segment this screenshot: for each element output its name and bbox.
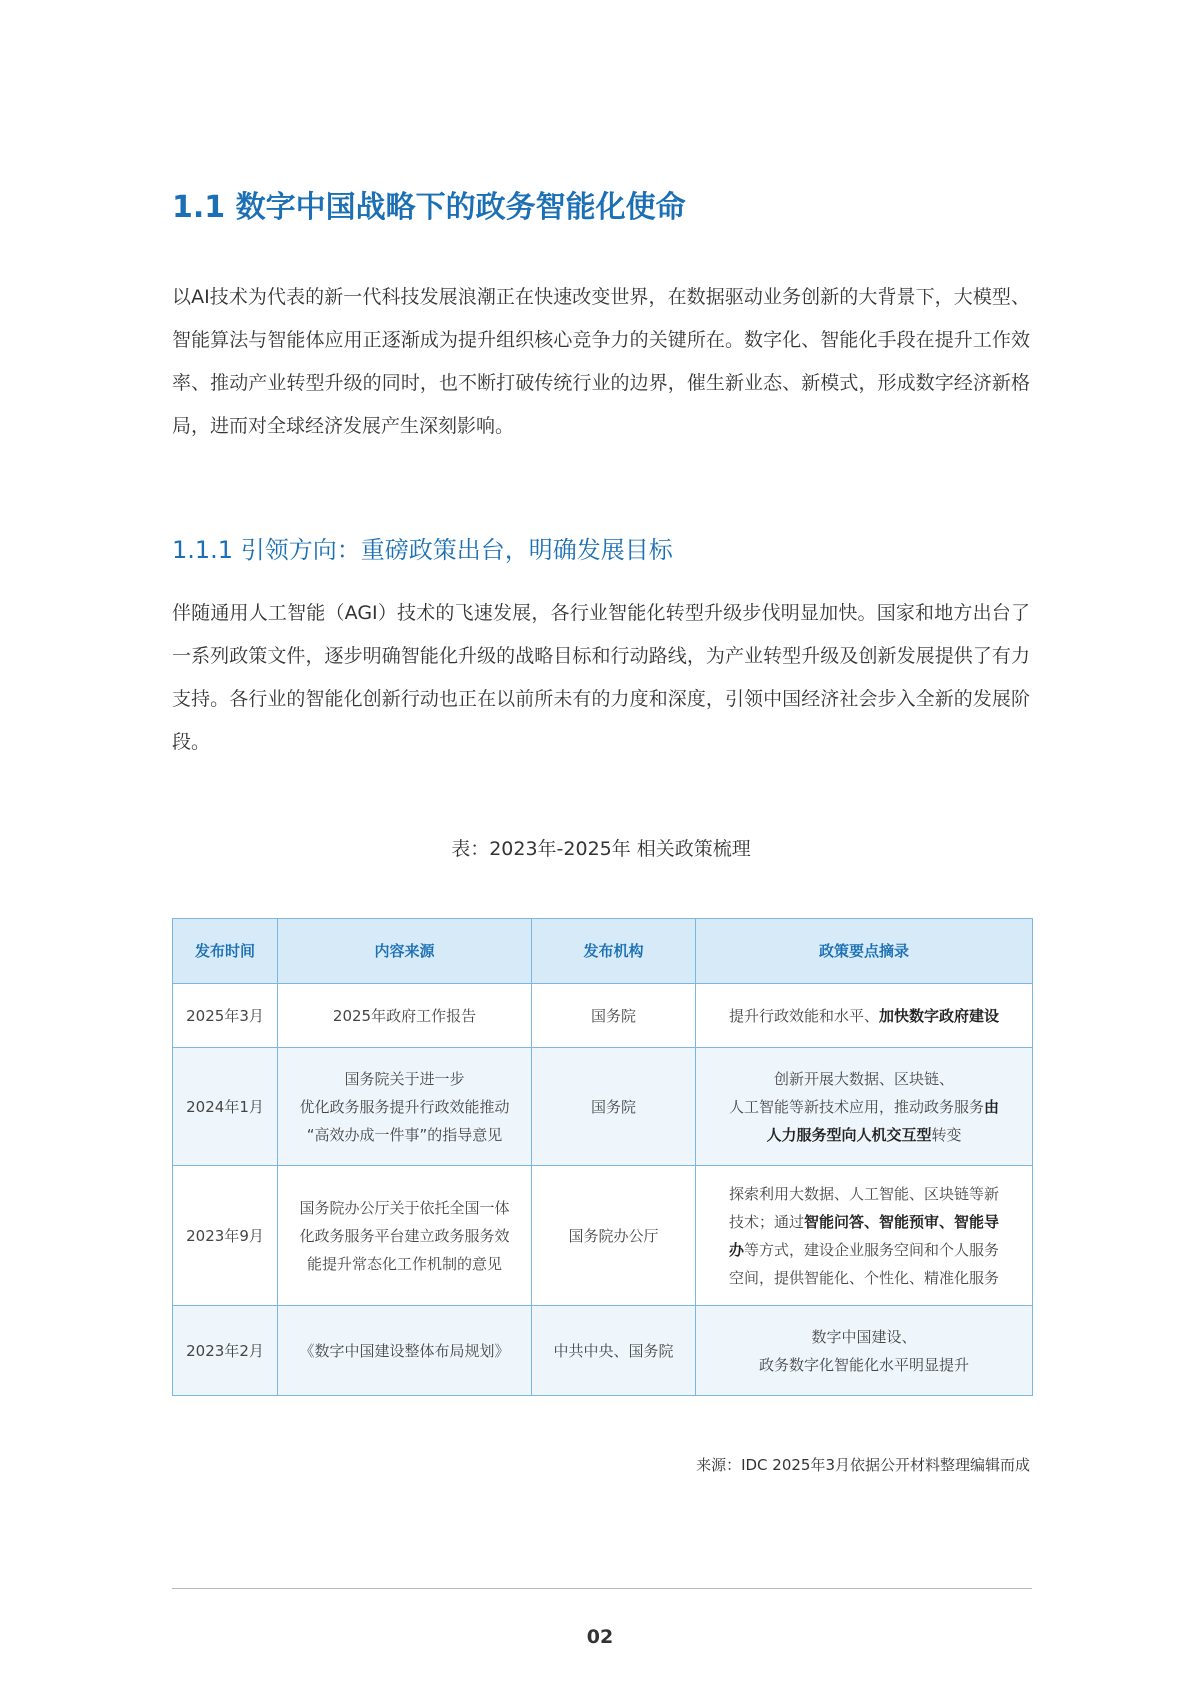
points-line: 技术；通过智能问答、智能预审、智能导 (728, 1212, 1000, 1231)
points-line: 数字中国建设、 (811, 1327, 917, 1346)
cell-points (696, 1306, 1033, 1396)
points-line: 创新开展大数据、区块链、 (773, 1069, 954, 1088)
points-line: 政务数字化智能化水平明显提升 (758, 1355, 969, 1374)
table-caption: 表：2023年-2025年 相关政策梳理 (451, 838, 751, 860)
cell-points (696, 1166, 1033, 1306)
table-row (173, 1306, 1033, 1396)
table-row (173, 1166, 1033, 1306)
cell-source: 2025年政府工作报告 (278, 984, 532, 1048)
source-line: 优化政务服务提升行政效能推动 (299, 1097, 510, 1116)
section-title: 1.1 数字中国战略下的政务智能化使命 (172, 190, 686, 225)
cell-date: 2025年3月 (173, 984, 278, 1048)
cell-points (696, 1048, 1033, 1166)
table-header-row (173, 919, 1033, 984)
points-line: 办等方式，建设企业服务空间和个人服务 (728, 1240, 1000, 1259)
subsection-paragraph: 伴随通用人工智能（AGI）技术的飞速发展，各行业智能化转型升级步伐明显加快。国家和地方出台了一系列政策文件，逐步明确智能化升级的战略目标和行动路线，为产业转型升级及创新发展提供了有力支持。各行业的智能化创新行动也正在以前所未有的力度和深度，引领中国经济社会步入全新的发展阶段。 (172, 602, 1030, 753)
cell-date: 2024年1月 (173, 1048, 278, 1166)
intro-paragraph: 以AI技术为代表的新一代科技发展浪潮正在快速改变世界，在数据驱动业务创新的大背景下，大模型、智能算法与智能体应用正逐渐成为提升组织核心竞争力的关键所在。数字化、智能化手段在提升工作效率、推动产业转型升级的同时，也不断打破传统行业的边界，催生新业态、新模式，形成数字经济新格局，进而对全球经济发展产生深刻影响。 (172, 286, 1030, 437)
points-line: 人力服务型向人机交互型转变 (766, 1125, 962, 1144)
cell-source: 《数字中国建设整体布局规划》 (278, 1306, 532, 1396)
source-line: “高效办成一件事”的指导意见 (306, 1125, 503, 1144)
points-emphasis: 加快数字政府建设 (879, 1006, 1000, 1025)
points-emphasis: 人力服务型向人机交互型 (766, 1125, 932, 1144)
points-text: 提升行政效能和水平、 (728, 1006, 879, 1025)
cell-points (696, 984, 1033, 1048)
cell-source (278, 1166, 532, 1306)
points-emphasis: 智能问答、智能预审、智能导 (804, 1212, 1000, 1231)
footer-divider (172, 1588, 1032, 1589)
header-date: 发布时间 (173, 919, 278, 984)
points-line: 探索利用大数据、人工智能、区块链等新 (728, 1184, 999, 1203)
points-line: 空间，提供智能化、个性化、精准化服务 (728, 1268, 999, 1287)
subsection-title: 1.1.1 引领方向：重磅政策出台，明确发展目标 (172, 536, 673, 564)
cell-source (278, 1048, 532, 1166)
page-number: 02 (586, 1626, 614, 1648)
table-row (173, 1048, 1033, 1166)
header-points: 政策要点摘录 (696, 919, 1033, 984)
cell-agency: 中共中央、国务院 (532, 1306, 696, 1396)
points-emphasis: 办 (728, 1240, 744, 1259)
header-source: 内容来源 (278, 919, 532, 984)
cell-agency: 国务院办公厅 (532, 1166, 696, 1306)
cell-agency: 国务院 (532, 984, 696, 1048)
points-emphasis: 由 (984, 1097, 1000, 1116)
policy-table (172, 918, 1033, 1396)
cell-agency: 国务院 (532, 1048, 696, 1166)
points-line: 人工智能等新技术应用，推动政务服务由 (728, 1097, 1000, 1116)
header-agency: 发布机构 (532, 919, 696, 984)
source-line: 国务院办公厅关于依托全国一体 (299, 1198, 510, 1217)
source-note: 来源：IDC 2025年3月依据公开材料整理编辑而成 (696, 1456, 1030, 1474)
source-line: 化政务服务平台建立政务服务效 (299, 1226, 510, 1245)
cell-date: 2023年2月 (173, 1306, 278, 1396)
table-row (173, 984, 1033, 1048)
source-line: 能提升常态化工作机制的意见 (306, 1254, 502, 1273)
cell-date: 2023年9月 (173, 1166, 278, 1306)
source-line: 国务院关于进一步 (344, 1069, 465, 1088)
